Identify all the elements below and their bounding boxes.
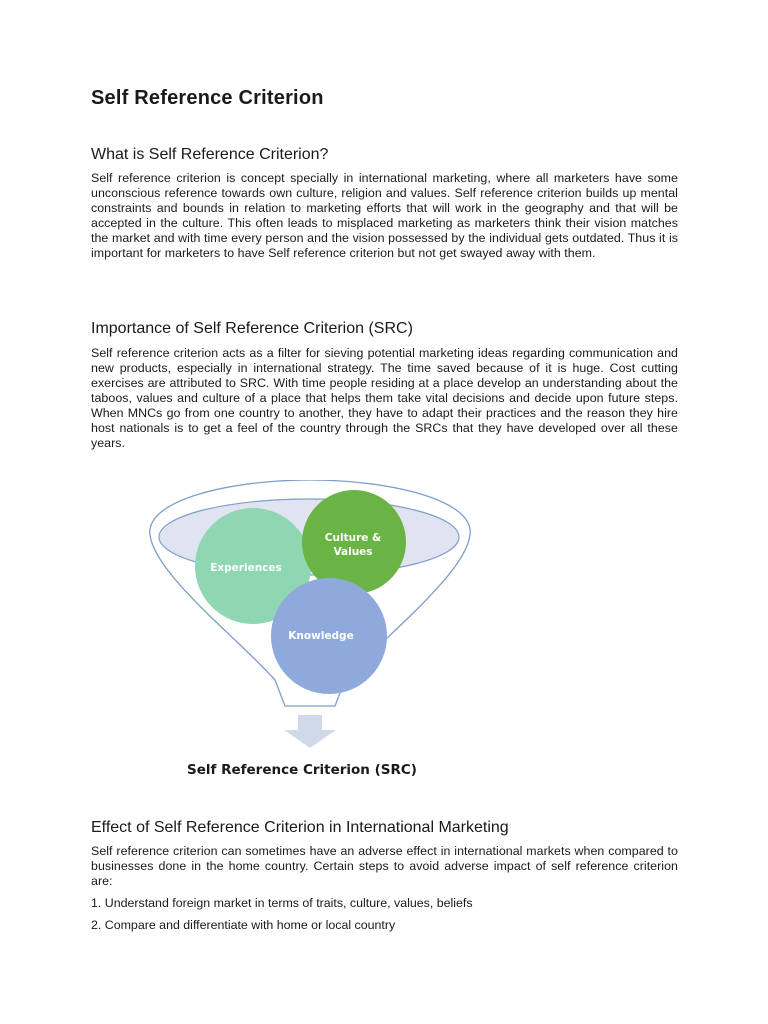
list-item-understand-market: 1. Understand foreign market in terms of traits, culture, values, beliefs <box>91 896 473 910</box>
section-heading-importance: Importance of Self Reference Criterion (SRC) <box>91 320 413 337</box>
list-item-compare-home: 2. Compare and differentiate with home or local country <box>91 918 396 932</box>
diagram-caption: Self Reference Criterion (SRC) <box>187 762 417 778</box>
experiences-label: Experiences <box>210 562 282 574</box>
document-title: Self Reference Criterion <box>91 87 324 109</box>
culture-values-label-line2: Values <box>333 546 373 558</box>
section-body-what-is-src: Self reference criterion is concept specially in international marketing, where all marketers have some unconscious reference towards own culture, religion and values. Self reference criterion builds up mental constraints and bounds in relation to marketing efforts that will work in the geography and that will be accepted in the culture. This often leads to misplaced marketing as marketers think their vision matches the market and with time every person and the vision possessed by the individual gets outdated. Thus it is important for marketers to have Self reference criterion but not get swayed away with them. <box>91 171 678 260</box>
section-body-importance: Self reference criterion acts as a filter for sieving potential marketing ideas regarding communication and new products, especially in international strategy. The time saved because of it is huge. Cost cutting exercises are attributed to SRC. With time people residing at a place develop an understanding about the taboos, values and culture of a place that helps them take vital decisions and decide upon future steps. When MNCs go from one country to another, they have to adapt their practices and the reason they hire host nationals is to get a feel of the country through the SRCs that they have developed over all these years. <box>91 346 678 450</box>
section-heading-effect: Effect of Self Reference Criterion in International Marketing <box>91 819 509 836</box>
section-heading-what-is-src: What is Self Reference Criterion? <box>91 146 329 163</box>
knowledge-label: Knowledge <box>288 630 354 642</box>
section-body-effect: Self reference criterion can sometimes have an adverse effect in international markets when compared to businesses done in the home country. Certain steps to avoid adverse impact of self reference criterion are: <box>91 844 678 888</box>
down-arrow-icon <box>284 715 336 748</box>
funnel-diagram-svg <box>140 480 480 750</box>
src-funnel-diagram <box>140 480 480 750</box>
culture-values-label-line1: Culture & <box>324 532 382 544</box>
